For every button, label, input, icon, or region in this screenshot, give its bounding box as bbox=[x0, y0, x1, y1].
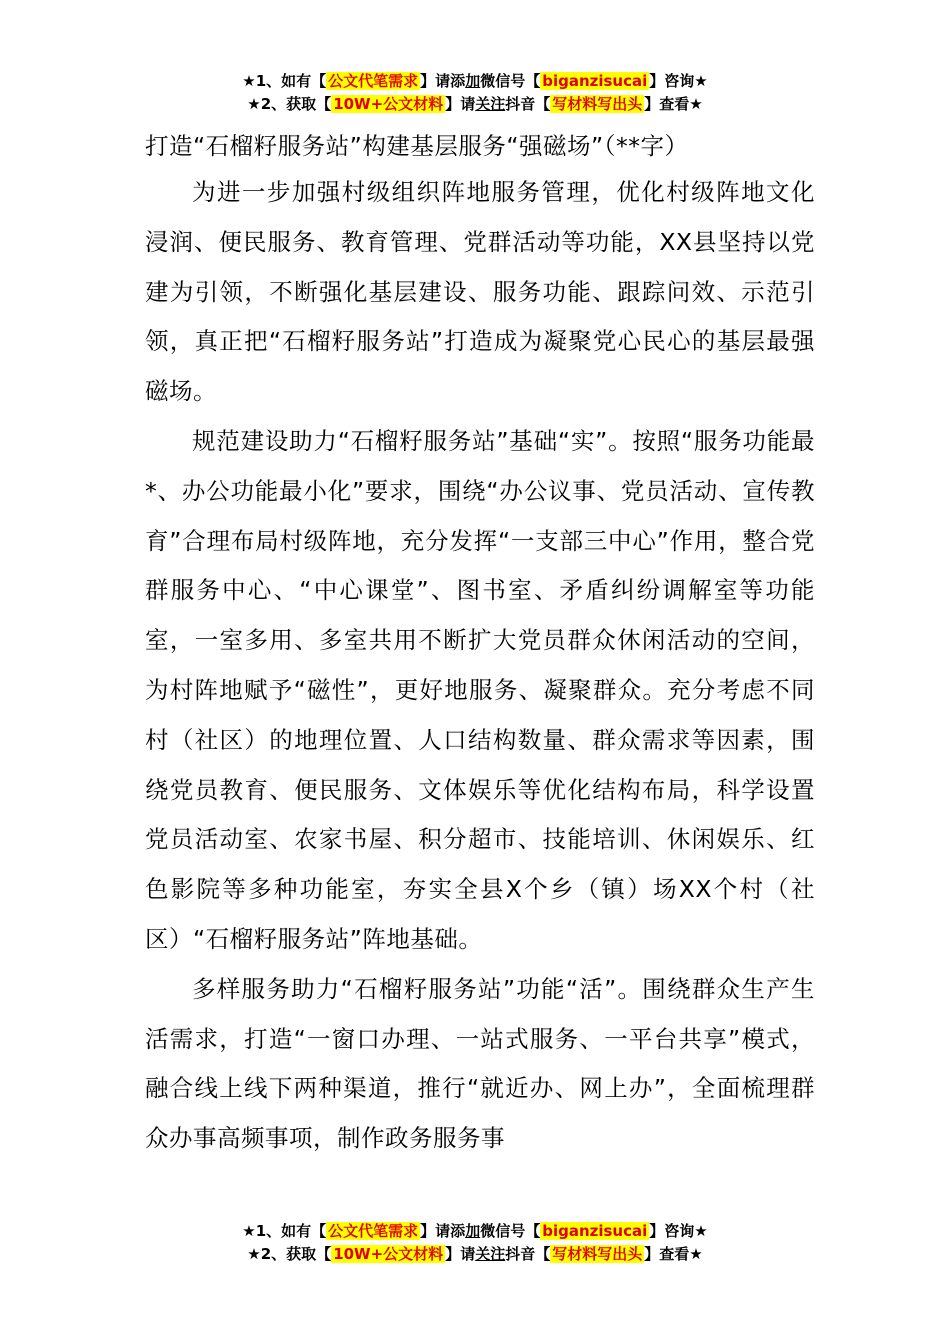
banner-text: 抖音【 bbox=[505, 95, 551, 113]
banner-text: 】请添 bbox=[420, 1222, 466, 1240]
banner-text: 】查看★ bbox=[644, 95, 703, 113]
footer-banner bbox=[0, 1220, 950, 1266]
banner-text: ★2、获取【 bbox=[247, 95, 332, 113]
banner-underlined: 关注 bbox=[475, 95, 506, 113]
banner-underlined: 关注 bbox=[475, 1245, 506, 1263]
document-body bbox=[145, 124, 815, 1164]
banner-text: 】咨询★ bbox=[649, 72, 708, 90]
document-title: 打造“石榴籽服务站”构建基层服务“强磁场”（**字） bbox=[145, 132, 689, 160]
paragraph: 为进一步加强村级组织阵地服务管理，优化村级阵地文化浸润、便民服务、教育管理、党群活动等功能，XX县坚持以党建为引领，不断强化基层建设、服务功能、跟踪问效、示范引领，真正把“石榴籽服务站”打造成为凝聚党心民心的基层最强磁场。 bbox=[145, 178, 815, 406]
banner-text: 】请添 bbox=[420, 72, 466, 90]
banner-line-2 bbox=[0, 93, 950, 116]
banner-highlight: 写材料写出头 bbox=[552, 95, 643, 113]
paragraph: 多样服务助力“石榴籽服务站”功能“活”。围绕群众生产生活需求，打造“一窗口办理、一站式服务、一平台共享”模式，融合线上线下两种渠道，推行“就近办、网上办”，全面梳理群众办事高频事项，制作政务服务事 bbox=[145, 974, 815, 1153]
banner-underlined: 加 bbox=[465, 72, 481, 90]
banner-highlight: 公文代笔需求 bbox=[328, 72, 419, 90]
header-banner bbox=[0, 70, 950, 116]
banner-highlight: 写材料写出头 bbox=[552, 1245, 643, 1263]
banner-text: 微信号【 bbox=[480, 72, 541, 90]
banner-text: 】请 bbox=[445, 95, 476, 113]
banner-highlight: 10W+公文材料 bbox=[333, 1245, 444, 1263]
banner-highlight: 公文代笔需求 bbox=[328, 1222, 419, 1240]
banner-text: 抖音【 bbox=[505, 1245, 551, 1263]
banner-text: 】请 bbox=[445, 1245, 476, 1263]
banner-text: 微信号【 bbox=[480, 1222, 541, 1240]
banner-line-2 bbox=[0, 1243, 950, 1266]
banner-highlight: biganzisucai bbox=[542, 72, 648, 90]
banner-highlight: 10W+公文材料 bbox=[333, 95, 444, 113]
banner-line-1 bbox=[0, 70, 950, 93]
banner-text: 】咨询★ bbox=[649, 1222, 708, 1240]
banner-text: ★2、获取【 bbox=[247, 1245, 332, 1263]
banner-underlined: 加 bbox=[465, 1222, 481, 1240]
banner-text: 】查看★ bbox=[644, 1245, 703, 1263]
banner-line-1 bbox=[0, 1220, 950, 1243]
banner-text: ★1、如有【 bbox=[242, 72, 327, 90]
banner-highlight: biganzisucai bbox=[542, 1222, 648, 1240]
paragraph: 规范建设助力“石榴籽服务站”基础“实”。按照“服务功能最*、办公功能最小化”要求，围绕“办公议事、党员活动、宣传教育”合理布局村级阵地，充分发挥“一支部三中心”作用，整合党群服务中心、“中心课堂”、图书室、矛盾纠纷调解室等功能室，一室多用、多室共用不断扩大党员群众休闲活动的空间，为村阵地赋予“磁性”，更好地服务、凝聚群众。充分考虑不同村（社区）的地理位置、人口结构数量、群众需求等因素，围绕党员教育、便民服务、文体娱乐等优化结构布局，科学设置党员活动室、农家书屋、积分超市、技能培训、休闲娱乐、红色影院等多种功能室，夯实全县X个乡（镇）场XX个村（社区）“石榴籽服务站”阵地基础。 bbox=[145, 426, 815, 953]
banner-text: ★1、如有【 bbox=[242, 1222, 327, 1240]
